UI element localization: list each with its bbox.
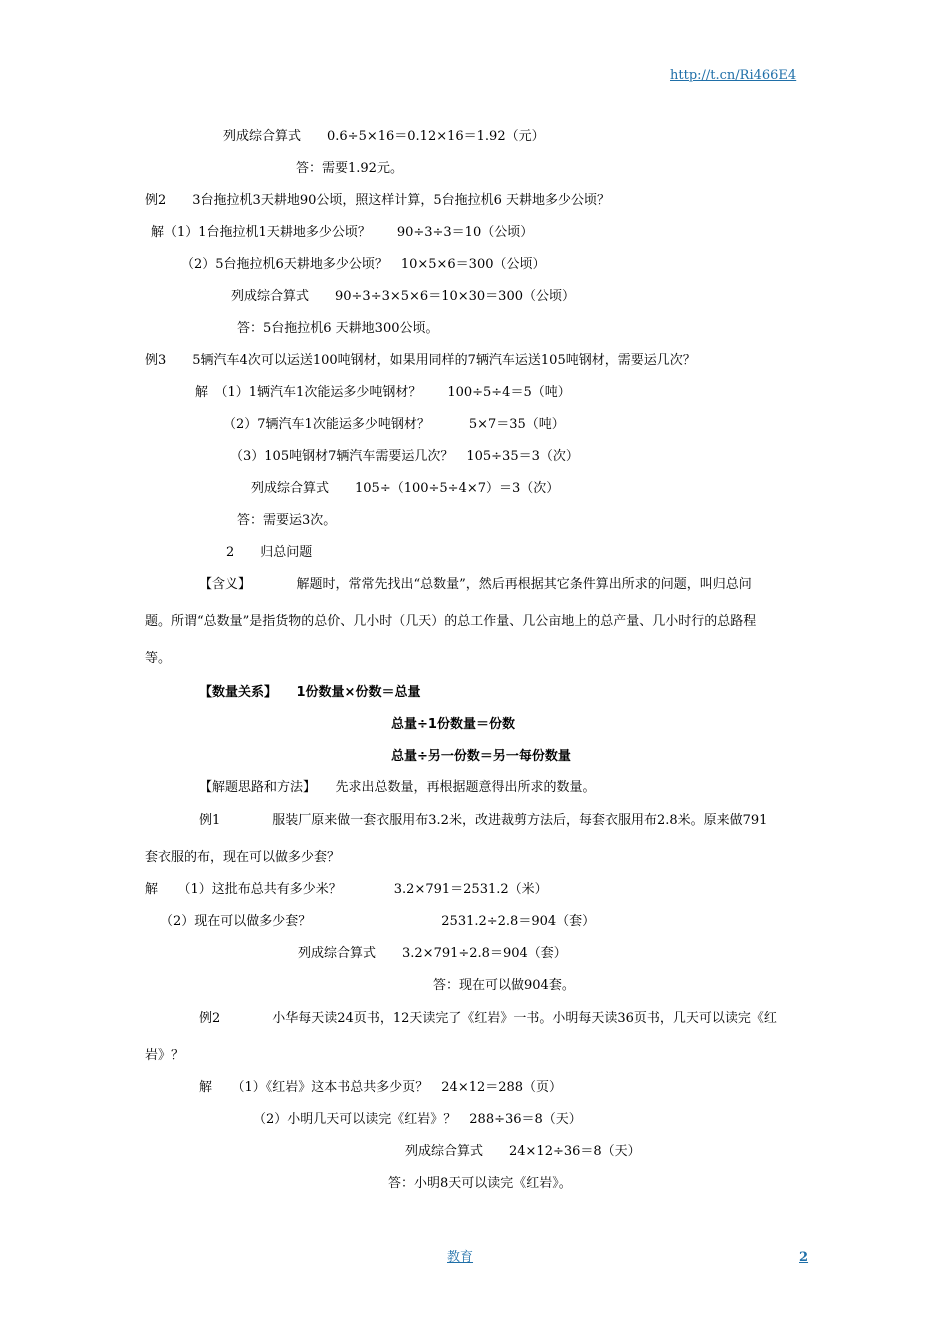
text-line: 答：需要1.92元。 xyxy=(296,161,403,176)
text-line: 例2 小华每天读24页书，12天读完了《红岩》一书。小明每天读36页书，几天可以读完《红 xyxy=(199,1011,777,1026)
text-line: 列成综合算式 24×12÷36＝8（天） xyxy=(405,1144,641,1159)
text-line: 例1 服装厂原来做一套衣服用布3.2米，改进裁剪方法后，每套衣服用布2.8米。原来做791 xyxy=(199,813,768,828)
text-line: 答：需要运3次。 xyxy=(237,513,337,528)
text-line: 列成综合算式 0.6÷5×16＝0.12×16＝1.92（元） xyxy=(223,129,545,144)
quantity-relation-2: 总量÷1份数量＝份数 xyxy=(391,717,515,732)
text-line: 套衣服的布，现在可以做多少套？ xyxy=(145,850,341,865)
text-line: 答：现在可以做904套。 xyxy=(433,978,575,993)
section-heading: 2 归总问题 xyxy=(226,545,313,560)
definition-line-1: 【含义】 解题时，常常先找出“总数量”，然后再根据其它条件算出所求的问题，叫归总问 xyxy=(199,577,752,592)
footer-center-link[interactable]: 教育 xyxy=(447,1250,474,1265)
text-line: 例3 5辆汽车4次可以运送100吨钢材，如果用同样的7辆汽车运送105吨钢材，需要运几次？ xyxy=(145,353,696,368)
text-line: 答：小明8天可以读完《红岩》。 xyxy=(388,1176,572,1191)
text-line: 列成综合算式 105÷（100÷5÷4×7）＝3（次） xyxy=(251,481,560,496)
text-line: （2）5台拖拉机6天耕地多少公顷？ 10×5×6＝300（公顷） xyxy=(181,257,546,272)
page-number-link[interactable]: 2 xyxy=(799,1250,809,1265)
text-line: 解 （1）《红岩》这本书总共多少页？ 24×12＝288（页） xyxy=(199,1080,563,1095)
text-line: 解 （1）1辆汽车1次能运多少吨钢材？ 100÷5÷4＝5（吨） xyxy=(195,385,571,400)
text-line: 解 （1）这批布总共有多少米？ 3.2×791＝2531.2（米） xyxy=(145,882,548,897)
definition-line-3: 等。 xyxy=(145,651,172,666)
text-line: （2）现在可以做多少套？ 2531.2÷2.8＝904（套） xyxy=(160,914,596,929)
text-line: 例2 3台拖拉机3天耕地90公顷，照这样计算，5台拖拉机6 天耕地多少公顷？ xyxy=(145,193,611,208)
quantity-relation-3: 总量÷另一份数＝另一每份数量 xyxy=(391,749,571,764)
text-line: 解（1）1台拖拉机1天耕地多少公顷？ 90÷3÷3＝10（公顷） xyxy=(151,225,534,240)
text-line: （3）105吨钢材7辆汽车需要运几次？ 105÷35＝3（次） xyxy=(230,449,579,464)
method-line: 【解题思路和方法】 先求出总数量，再根据题意得出所求的数量。 xyxy=(199,780,596,795)
text-line: （2）7辆汽车1次能运多少吨钢材？ 5×7＝35（吨） xyxy=(223,417,565,432)
header-url-link[interactable]: http://t.cn/Ri466E4 xyxy=(670,68,797,83)
text-line: 答：5台拖拉机6 天耕地300公顷。 xyxy=(237,321,439,336)
quantity-relation-1: 【数量关系】 1份数量×份数＝总量 xyxy=(199,685,421,700)
text-line: 岩》？ xyxy=(145,1048,185,1063)
text-line: 列成综合算式 90÷3÷3×5×6＝10×30＝300（公顷） xyxy=(231,289,575,304)
definition-line-2: 题。所谓“总数量”是指货物的总价、几小时（几天）的总工作量、几公亩地上的总产量、几小时行的总路程 xyxy=(145,614,757,629)
text-line: （2）小明几天可以读完《红岩》？ 288÷36＝8（天） xyxy=(253,1112,582,1127)
text-line: 列成综合算式 3.2×791÷2.8＝904（套） xyxy=(298,946,567,961)
